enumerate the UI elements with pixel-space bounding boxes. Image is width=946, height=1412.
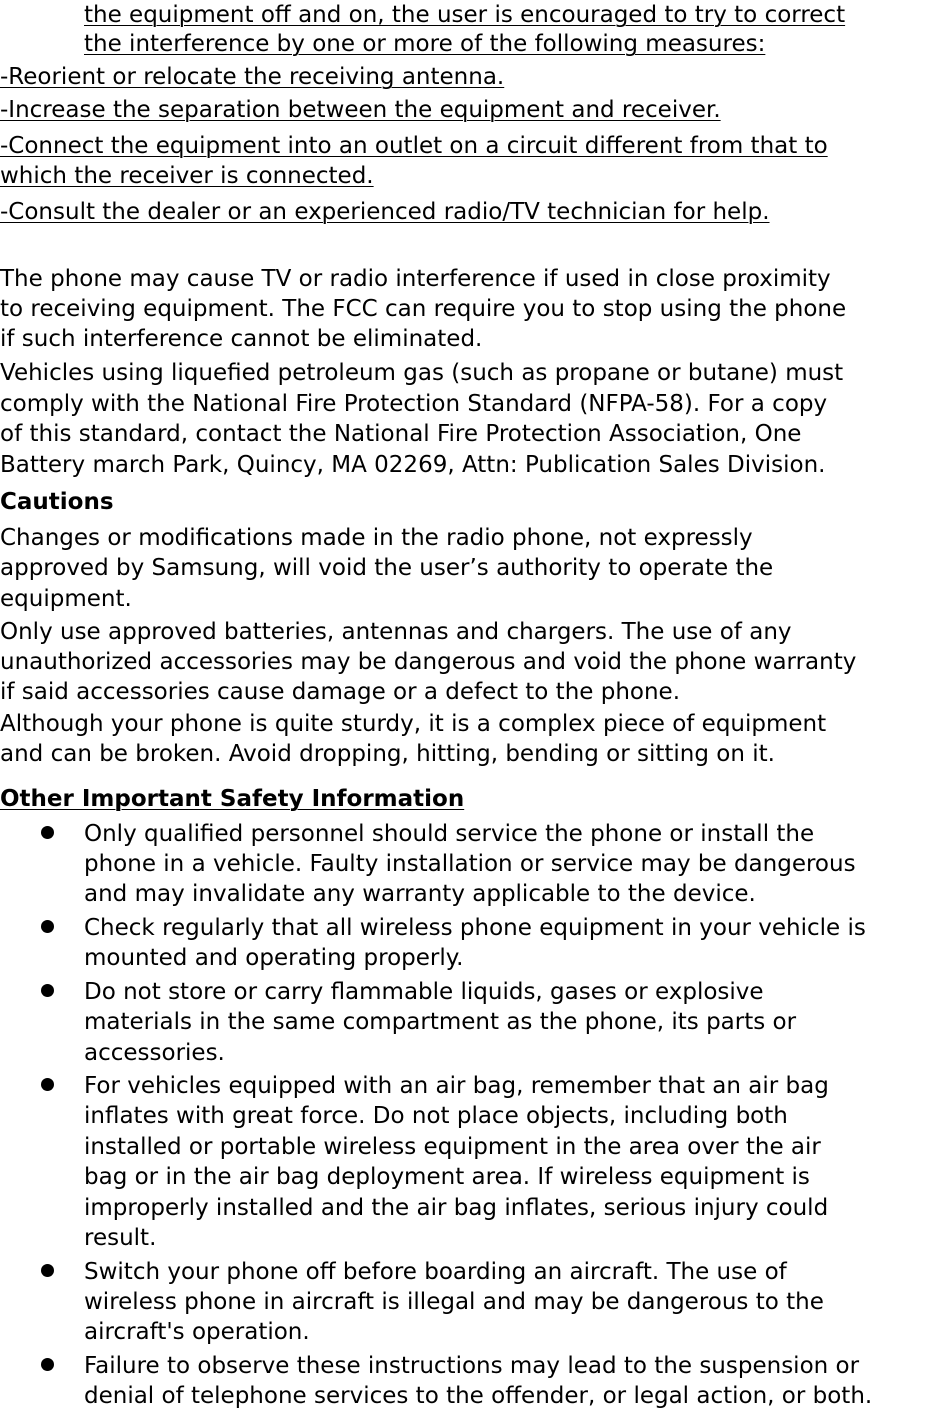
fcc-measure-reorient: -Reorient or relocate the receiving antenna.: [0, 64, 505, 90]
bullet-icon: [41, 1358, 54, 1371]
cautions-p1-line-1: Changes or modifications made in the radio phone, not expressly: [0, 525, 753, 551]
safety-item-1-line-1: Only qualified personnel should service the phone or install the: [84, 821, 815, 847]
fcc-measure-outlet-line-1: -Connect the equipment into an outlet on a circuit different from that to: [0, 133, 828, 159]
fcc-notice-p2-line-1: Vehicles using liquefied petroleum gas (such as propane or butane) must: [0, 360, 844, 386]
bullet-icon: [41, 984, 54, 997]
safety-item-4-line-1: For vehicles equipped with an air bag, remember that an air bag: [84, 1073, 829, 1099]
safety-item-3-line-2: materials in the same compartment as the phone, its parts or: [84, 1009, 797, 1035]
cautions-heading: Cautions: [0, 489, 114, 515]
safety-item-1-line-3: and may invalidate any warranty applicable to the device.: [84, 881, 756, 907]
fcc-intro-line-1: the equipment off and on, the user is encouraged to try to correct: [84, 2, 846, 28]
safety-item-6-line-2: denial of telephone services to the offender, or legal action, or both.: [84, 1383, 873, 1409]
cautions-p2-line-2: unauthorized accessories may be dangerous and void the phone warranty: [0, 649, 857, 675]
cautions-p1-line-2: approved by Samsung, will void the user’s authority to operate the: [0, 555, 774, 581]
safety-item-3-line-3: accessories.: [84, 1040, 225, 1066]
safety-item-3-line-1: Do not store or carry flammable liquids, gases or explosive: [84, 979, 764, 1005]
fcc-notice-p1-line-2: to receiving equipment. The FCC can require you to stop using the phone: [0, 296, 847, 322]
fcc-intro-line-2: the interference by one or more of the following measures:: [84, 31, 766, 57]
safety-heading: Other Important Safety Information: [0, 786, 465, 812]
bullet-icon: [41, 1078, 54, 1091]
safety-item-4-line-5: improperly installed and the air bag inflates, serious injury could: [84, 1195, 829, 1221]
safety-item-4-line-4: bag or in the air bag deployment area. If wireless equipment is: [84, 1164, 810, 1190]
fcc-measure-separation: -Increase the separation between the equipment and receiver.: [0, 97, 721, 123]
safety-item-5-line-3: aircraft's operation.: [84, 1319, 310, 1345]
bullet-icon: [41, 826, 54, 839]
fcc-notice-p1-line-3: if such interference cannot be eliminated.: [0, 326, 483, 352]
safety-item-1-line-2: phone in a vehicle. Faulty installation or service may be dangerous: [84, 851, 856, 877]
cautions-p2-line-3: if said accessories cause damage or a defect to the phone.: [0, 679, 681, 705]
safety-item-5-line-2: wireless phone in aircraft is illegal and may be dangerous to the: [84, 1289, 824, 1315]
cautions-p3-line-1: Although your phone is quite sturdy, it is a complex piece of equipment: [0, 711, 827, 737]
safety-item-2-line-1: Check regularly that all wireless phone equipment in your vehicle is: [84, 915, 866, 941]
safety-item-4-line-6: result.: [84, 1225, 157, 1251]
fcc-notice-p2-line-4: Battery march Park, Quincy, MA 02269, Attn: Publication Sales Division.: [0, 452, 826, 478]
safety-item-4-line-3: installed or portable wireless equipment in the area over the air: [84, 1134, 821, 1160]
fcc-notice-p2-line-3: of this standard, contact the National Fire Protection Association, One: [0, 421, 802, 447]
fcc-notice-p2-line-2: comply with the National Fire Protection Standard (NFPA-58). For a copy: [0, 391, 828, 417]
fcc-measure-consult: -Consult the dealer or an experienced radio/TV technician for help.: [0, 199, 770, 225]
safety-item-4-line-2: inflates with great force. Do not place objects, including both: [84, 1103, 788, 1129]
cautions-p3-line-2: and can be broken. Avoid dropping, hitting, bending or sitting on it.: [0, 741, 775, 767]
safety-item-6-line-1: Failure to observe these instructions may lead to the suspension or: [84, 1353, 860, 1379]
fcc-notice-p1-line-1: The phone may cause TV or radio interference if used in close proximity: [0, 266, 831, 292]
bullet-icon: [41, 1264, 54, 1277]
safety-item-5-line-1: Switch your phone off before boarding an aircraft. The use of: [84, 1259, 787, 1285]
cautions-p2-line-1: Only use approved batteries, antennas and chargers. The use of any: [0, 619, 792, 645]
bullet-icon: [41, 920, 54, 933]
fcc-measure-outlet-line-2: which the receiver is connected.: [0, 163, 374, 189]
safety-item-2-line-2: mounted and operating properly.: [84, 945, 464, 971]
cautions-p1-line-3: equipment.: [0, 586, 132, 612]
